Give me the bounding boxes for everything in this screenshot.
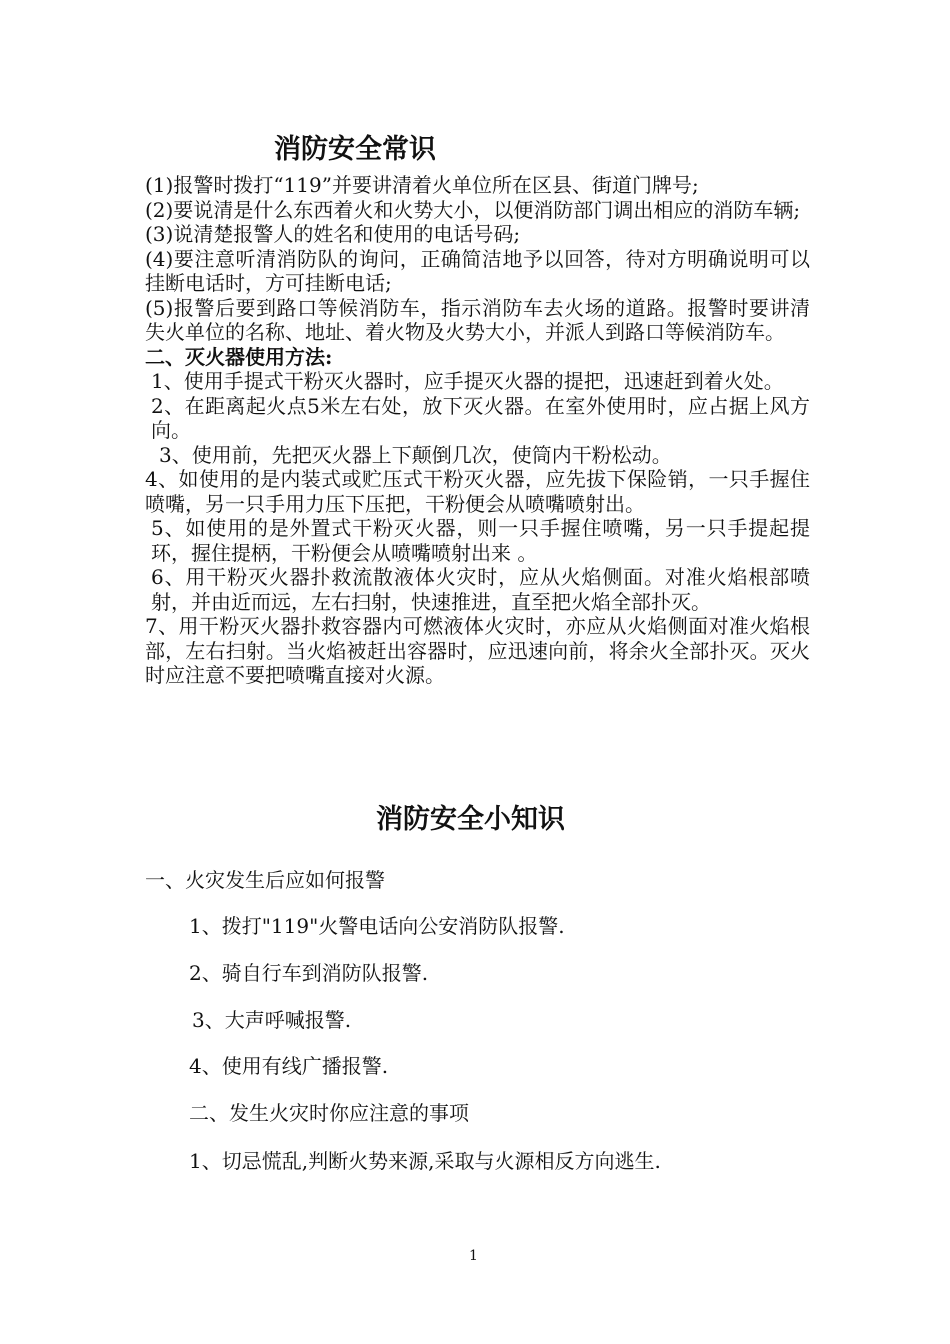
list-item: (4)要注意听清消防队的询问，正确简洁地予以回答，待对方明确说明可以挂断电话时，方可挂断电话; — [145, 246, 810, 295]
list-item: 1、切忌慌乱,判断火势来源,采取与火源相反方向逃生. — [189, 1149, 661, 1173]
list-item: 1、拨打"119"火警电话向公安消防队报警. — [189, 914, 565, 938]
list-item: (5)报警后要到路口等候消防车，指示消防车去火场的道路。报警时要讲清失火单位的名称、地址、着火物及火势大小，并派人到路口等候消防车。 — [145, 295, 810, 344]
section-title: 消防安全小知识 — [376, 804, 565, 835]
list-item: 4、使用有线广播报警. — [189, 1054, 389, 1078]
list-item: (2)要说清是什么东西着火和火势大小，以便消防部门调出相应的消防车辆; — [145, 197, 801, 222]
list-item: 2、在距离起火点5米左右处，放下灭火器。在室外使用时，应占据上风方向。 — [151, 393, 810, 442]
precautions-heading: 二、发生火灾时你应注意的事项 — [189, 1101, 469, 1125]
extinguisher-heading: 二、灭火器使用方法: — [145, 344, 333, 369]
list-item: 6、用干粉灭火器扑救流散液体火灾时，应从火焰侧面。对准火焰根部喷射，并由近而远，左右扫射，快速推进，直至把火焰全部扑灭。 — [151, 565, 810, 614]
list-item: 1、使用手提式干粉灭火器时，应手提灭火器的提把，迅速赶到着火处。 — [151, 369, 784, 393]
alarm-heading: 一、火灾发生后应如何报警 — [145, 868, 385, 892]
list-item: 4、如使用的是内装式或贮压式干粉灭火器，应先拔下保险销，一只手握住喷嘴，另一只手用力压下压把，干粉便会从喷嘴喷射出。 — [145, 467, 810, 516]
list-item: 3、使用前，先把灭火器上下颠倒几次，使筒内干粉松动。 — [159, 442, 672, 467]
list-item: 2、骑自行车到消防队报警. — [189, 961, 429, 985]
list-item: 5、如使用的是外置式干粉灭火器，则一只手握住喷嘴，另一只手提起提环，握住提柄，干粉便会从喷嘴喷射出来 。 — [151, 516, 810, 565]
list-item: (3)说清楚报警人的姓名和使用的电话号码; — [145, 222, 521, 246]
fire-safety-common-sense-body — [145, 173, 810, 688]
page-title: 消防安全常识 — [274, 134, 436, 165]
list-item: 7、用干粉灭火器扑救容器内可燃液体火灾时，亦应从火焰侧面对准火焰根部，左右扫射。当火焰被赶出容器时，应迅速向前，将余火全部扑灭。灭火时应注意不要把喷嘴直接对火源。 — [145, 614, 810, 687]
list-item: 3、大声呼喊报警. — [192, 1008, 352, 1032]
list-item: (1)报警时拨打“119”并要讲清着火单位所在区县、街道门牌号; — [145, 173, 699, 197]
page-number: 1 — [469, 1248, 478, 1264]
